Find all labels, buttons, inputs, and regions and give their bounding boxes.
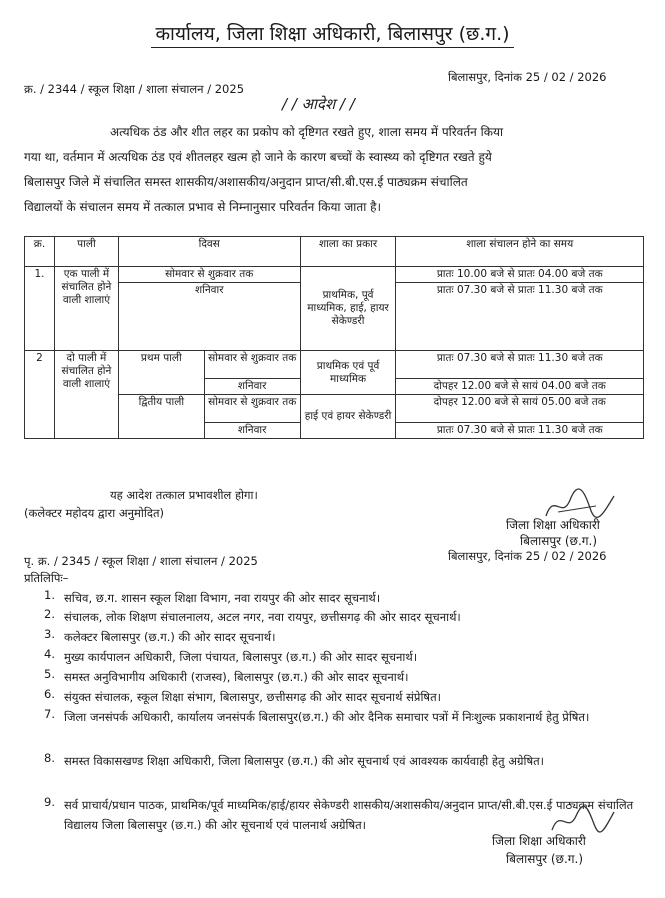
signature1-title: जिला शिक्षा अधिकारी [506,518,600,532]
header-sno: क्र. [25,237,55,267]
row2-type-high: हाई एवं हायर सेकेण्डरी [300,395,396,439]
paragraph-line: विद्यालयों के संचालन समय में तत्काल प्रभाव से निम्नानुसार परिवर्तन किया जाता है। [24,200,382,214]
row2-day-weekdays-second: सोमवार से शुक्रवार तक [204,395,300,423]
row2-first-shift: प्रथम पाली [118,351,204,395]
row1-day-weekdays: सोमवार से शुक्रवार तक [118,267,300,283]
header-timing: शाला संचालन होने का समय [396,237,644,267]
header-days: दिवस [118,237,300,267]
row2-shift: दो पाली में संचालित होने वाली शालाएं [54,351,118,439]
signature2-place: बिलासपुर (छ.ग.) [506,852,584,866]
effect-note: यह आदेश तत्काल प्रभावशील होगा। [110,488,258,502]
row2-time3: दोपहर 12.00 बजे से सायं 05.00 बजे तक [396,395,644,423]
row2-time1: प्रातः 07.30 बजे से प्रातः 11.30 बजे तक [396,351,644,379]
row1-sno: 1. [25,267,55,351]
paragraph-line: गया था, वर्तमान में अत्यधिक ठंड एवं शीतलहर खत्म हो जाने के कारण बच्चों के स्वास्थ्य को दृष्टिगत रखते हुये [24,150,492,164]
row1-day-saturday: शनिवार [118,283,300,351]
paragraph-line: अत्यधिक ठंड और शीत लहर का प्रकोप को दृष्टिगत रखते हुए, शाला समय में परिवर्तन किया [110,125,504,139]
row2-day-weekdays-first: सोमवार से शुक्रवार तक [204,351,300,379]
order-heading: / / आदेश / / [282,95,355,113]
office-title [0,20,665,46]
copy-label: प्रतिलिपिः– [24,571,69,585]
paragraph-line: बिलासपुर जिले में संचालित समस्त शासकीय/अशासकीय/अनुदान प्राप्त/सी.बी.एस.ई पाठ्यक्रम संचालित [24,175,468,189]
endorsement-place-date: बिलासपुर, दिनांक 25 / 02 / 2026 [448,549,607,563]
order-reference: क्र. / 2344 / स्कूल शिक्षा / शाला संचालन / 2025 [24,82,245,96]
signature2-title: जिला शिक्षा अधिकारी [492,834,586,848]
table-row [25,267,644,283]
schedule-table [24,236,644,439]
approval-note: (कलेक्टर महोदय द्वारा अनुमोदित) [24,506,165,520]
row2-day-saturday-first: शनिवार [204,379,300,395]
table-header-row [25,237,644,267]
row1-school-type: प्राथमिक, पूर्व माध्यमिक, हाई, हायर सेकेण्डरी [300,267,396,351]
row1-shift: एक पाली में संचालित होने वाली शालाएं [54,267,118,351]
row2-type-primary: प्राथमिक एवं पूर्व माध्यमिक [300,351,396,395]
order-place-date: बिलासपुर, दिनांक 25 / 02 / 2026 [448,70,607,84]
header-school-type: शाला का प्रकार [300,237,396,267]
row2-time4: प्रातः 07.30 बजे से प्रातः 11.30 बजे तक [396,423,644,439]
header-shift: पाली [54,237,118,267]
row2-day-saturday-second: शनिवार [204,423,300,439]
row1-time-saturday: प्रातः 07.30 बजे से प्रातः 11.30 बजे तक [396,283,644,351]
order-document: कार्यालय, जिला शिक्षा अधिकारी, बिलासपुर (छ.ग.) क्र. / 2344 / स्कूल शिक्षा / शाला संचालन / 2025 बिलासपुर, दिनांक 25 / 02 / 2026 / / आदेश / / अत्यधिक ठंड और शीत लहर का प्रकोप को दृष्टिगत रखते हुए, शाला समय में परिवर्तन किया गया था, वर्तमान में अत्यधिक ठंड एवं शीतलहर खत्म हो जाने के कारण बच्चों के स्वास्थ्य को दृष्टिगत रखते हुये बिलासपुर जिले में संचालित समस्त शासकीय/अशासकीय/अनुदान प्राप्त/सी.बी.एस.ई पाठ्यक्रम संचालित विद्यालयों के संचालन समय में तत्काल प्रभाव से निम्नानुसार परिवर्तन किया जाता है। क्र. पाली दिवस शाला का प्रकार शाला संचालन होने का समय 1. एक पाली में संचालित होने वाली शालाएं सोमवार से शुक्रवार तक प्राथमिक, पूर्व माध्यमिक, हाई, हायर सेकेण्डरी प्रातः 10.00 बजे से प्रातः 04.00 बजे तक शनिवार प्रातः 07.30 बजे से प्रातः 11.30 बजे तक 2 दो पाली में संचालित होने वाली शालाएं प्रथम पाली सोमवार से शुक्रवार तक प्राथमिक एवं पूर्व माध्यमिक प्रातः 07.30 बजे से प्रातः 11.30 बजे तक शनिवार दोपहर 12.00 बजे से सायं 04.00 बजे तक द्वितीय पाली सोमवार से शुक्रवार तक हाई एवं हायर सेकेण्डरी दोपहर 12.00 बजे से सायं 05.00 बजे तक शनिवार प्रातः 07.30 बजे से प्रातः 11.30 बजे तक यह आदेश तत्काल प्रभावशील होगा। (कलेक्टर महोदय द्वारा अनुमोदित) जिला शिक्षा अधिकारी बिलासपुर (छ.ग.) पृ. क्र. / 2345 / स्कूल शिक्षा / शाला संचालन / 2025 बिलासपुर, दिनांक 25 / 02 / 2026 प्रतिलिपिः– 1. सचिव, छ.ग. शासन स्कूल शिक्षा विभाग, नवा रायपुर की ओर सादर सूचनार्थ। 2. संचालक, लोक शिक्षण संचालनालय, अटल नगर, नवा रायपुर, छत्तीसगढ़ की ओर सादर सूचनार्थ। 3. कलेक्टर बिलासपुर (छ.ग.) की ओर सादर सूचनार्थ। 4. मुख्य कार्यपालन अधिकारी, जिला पंचायत, बिलासपुर (छ.ग.) की ओर सादर सूचनार्थ। 5. समस्त अनुविभागीय अधिकारी (राजस्व), बिलासपुर (छ.ग.) की ओर सादर सूचनार्थ। 6. संयुक्त संचालक, स्कूल शिक्षा संभाग, बिलासपुर, छत्तीसगढ़ की ओर सादर सूचनार्थ संप्रेषित। 7. जिला जनसंपर्क अधिकारी, कार्यालय जनसंपर्क बिलासपुर(छ.ग.) की ओर दैनिक समाचार पत्रों में निःशुल्क प्रकाशनार्थ हेतु प्रेषित। 8. समस्त विकासखण्ड शिक्षा अधिकारी, जिला बिलासपुर (छ.ग.) की ओर सूचनार्थ एवं आवश्यक कार्यवाही हेतु अग्रेषित। 9. सर्व प्राचार्य/प्रधान पाठक, प्राथमिक/पूर्व माध्यमिक/हाई/हायर सेकेण्डरी शासकीय/अशासकीय/अनुदान प्राप्त/सी.बी.एस.ई पाठ्यक्रम संचालित विद्यालय जिला बिलासपुर (छ.ग.) की ओर सूचनार्थ एवं पालनार्थ अग्रेषित। जिला शिक्षा अधिकारी बिलासपुर (छ.ग.) [0,0,665,898]
row2-time2: दोपहर 12.00 बजे से सायं 04.00 बजे तक [396,379,644,395]
signature1-place: बिलासपुर (छ.ग.) [520,534,598,548]
table-row [25,351,644,379]
row1-time-weekdays: प्रातः 10.00 बजे से प्रातः 04.00 बजे तक [396,267,644,283]
order-paragraph [24,120,640,220]
row2-second-shift: द्वितीय पाली [118,395,204,439]
endorsement-reference: पृ. क्र. / 2345 / स्कूल शिक्षा / शाला संचालन / 2025 [24,554,258,568]
row2-sno: 2 [25,351,55,439]
office-title-text: कार्यालय, जिला शिक्षा अधिकारी, बिलासपुर (छ.ग.) [151,23,513,48]
